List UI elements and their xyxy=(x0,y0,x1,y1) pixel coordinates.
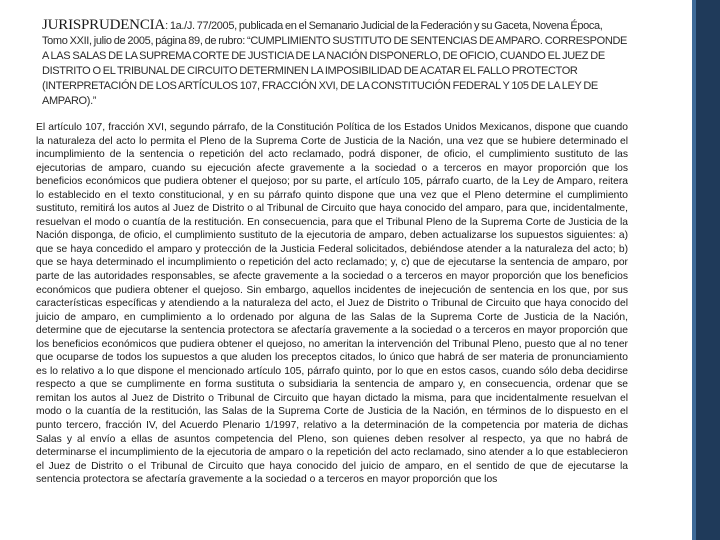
jurisprudence-heading xyxy=(42,18,628,109)
jurisprudence-citation: : 1a./J. 77/2005, publicada en el Semanario Judicial de la Federación y su Gaceta, Novena Época, Tomo XXII, julio de 2005, página 89, de rubro: “CUMPLIMIENTO SUSTITUTO DE SENTENCIAS DE AMPARO. CORRESPONDE A LAS SALAS DE LA SUPREMA CORTE DE JUSTICIA DE LA NACIÓN DISPONERLO, DE OFICIO, CUANDO EL JUEZ DE DISTRITO O EL TRIBUNAL DE CIRCUITO DETERMINEN LA IMPOSIBILIDAD DE ACATAR EL FALLO PROTECTOR (INTERPRETACIÓN DE LOS ARTÍCULOS 107, FRACCIÓN XVI, DE LA CONSTITUCIÓN FEDERAL Y 105 DE LA LEY DE AMPARO).” xyxy=(42,20,628,107)
jurisprudence-label: JURISPRUDENCIA xyxy=(42,17,166,33)
side-accent-bar xyxy=(692,0,720,540)
slide-content xyxy=(36,12,628,487)
side-accent-stripe xyxy=(692,0,696,540)
body-paragraph: El artículo 107, fracción XVI, segundo párrafo, de la Constitución Política de los Estados Unidos Mexicanos, dispone que cuando la naturaleza del acto lo permita el Pleno de la Suprema Corte de Justicia de la Nación, una vez que se hubiere determinado el incumplimiento de la sentencia o repetición del acto reclamado, podrá disponer, de oficio, el cumplimiento sustituto de las ejecutorias de amparo, cuando su ejecución afecte gravemente a la sociedad o a terceros en mayor proporción que los beneficios económicos que pudiera obtener el quejoso; por su parte, el artículo 105, párrafo cuarto, de la Ley de Amparo, reitera lo establecido en el texto constitucional, y en su párrafo quinto dispone que una vez que el Pleno determine el cumplimiento sustituto, remitirá los autos al Juez de Distrito o al Tribunal de Circuito que haya conocido del amparo, para que, incidentalmente, resuelvan el modo o cuantía de la restitución. En consecuencia, para que el Tribunal Pleno de la Suprema Corte de Justicia de la Nación disponga, de oficio, el cumplimiento sustituto de la ejecutoria de amparo, deben actualizarse los supuestos siguientes: a) que se haya concedido el amparo y protección de la Justicia Federal solicitados, debiéndose atender a la naturaleza del acto; b) que se haya determinado el incumplimiento o repetición del acto reclamado; y, c) que de ejecutarse la sentencia de amparo, por parte de las autoridades responsables, se afecte gravemente a la sociedad o a terceros en mayor proporción que los beneficios económicos que pudiera obtener el quejoso. Sin embargo, aquellos incidentes de inejecución de sentencia en los que, por sus características específicas y atendiendo a la naturaleza del acto, el Juez de Distrito o Tribunal de Circuito que haya conocido del juicio de amparo, en cumplimiento a lo ordenado por alguna de las Salas de la Suprema Corte de Justicia de la Nación, determine que de ejecutarse la sentencia protectora se afectaría gravemente a la sociedad o a terceros en mayor proporción que los beneficios económicos que pudiera obtener el quejoso, no ameritan la intervención del Tribunal Pleno, puesto que al no tener que ocuparse de todos los supuestos a que aluden los preceptos citados, lo único que habrá de ser materia de pronunciamiento es lo relativo a lo que dispone el mencionado artículo 105, párrafo quinto, por lo que en estos casos, cuando sólo deba decidirse respecto a que se cumplimente en forma sustituta o subsidiaria la sentencia de amparo y, en consecuencia, ordenar que se remitan los autos al Juez de Distrito o Tribunal de Circuito que hayan dictado la misma, para que incidentalmente resuelvan el modo o la cuantía de la restitución, las Salas de la Suprema Corte de Justicia de la Nación, en términos de lo dispuesto en el punto tercero, fracción IV, del Acuerdo Plenario 1/1997, relativo a la determinación de la competencia por materia de dichas Salas y al envío a ellas de asuntos competencia del Pleno, son quienes deben resolver al respecto, ya que no habrá de determinarse el incumplimiento de la ejecutoria de amparo o la repetición del acto reclamado, sino atender a lo que establecieron el Juez de Distrito o el Tribunal de Circuito que haya conocido del juicio de amparo, en el sentido de que de ejecutarse la sentencia protectora se afectaría gravemente a la sociedad o a terceros en mayor proporción que los xyxy=(36,122,628,486)
